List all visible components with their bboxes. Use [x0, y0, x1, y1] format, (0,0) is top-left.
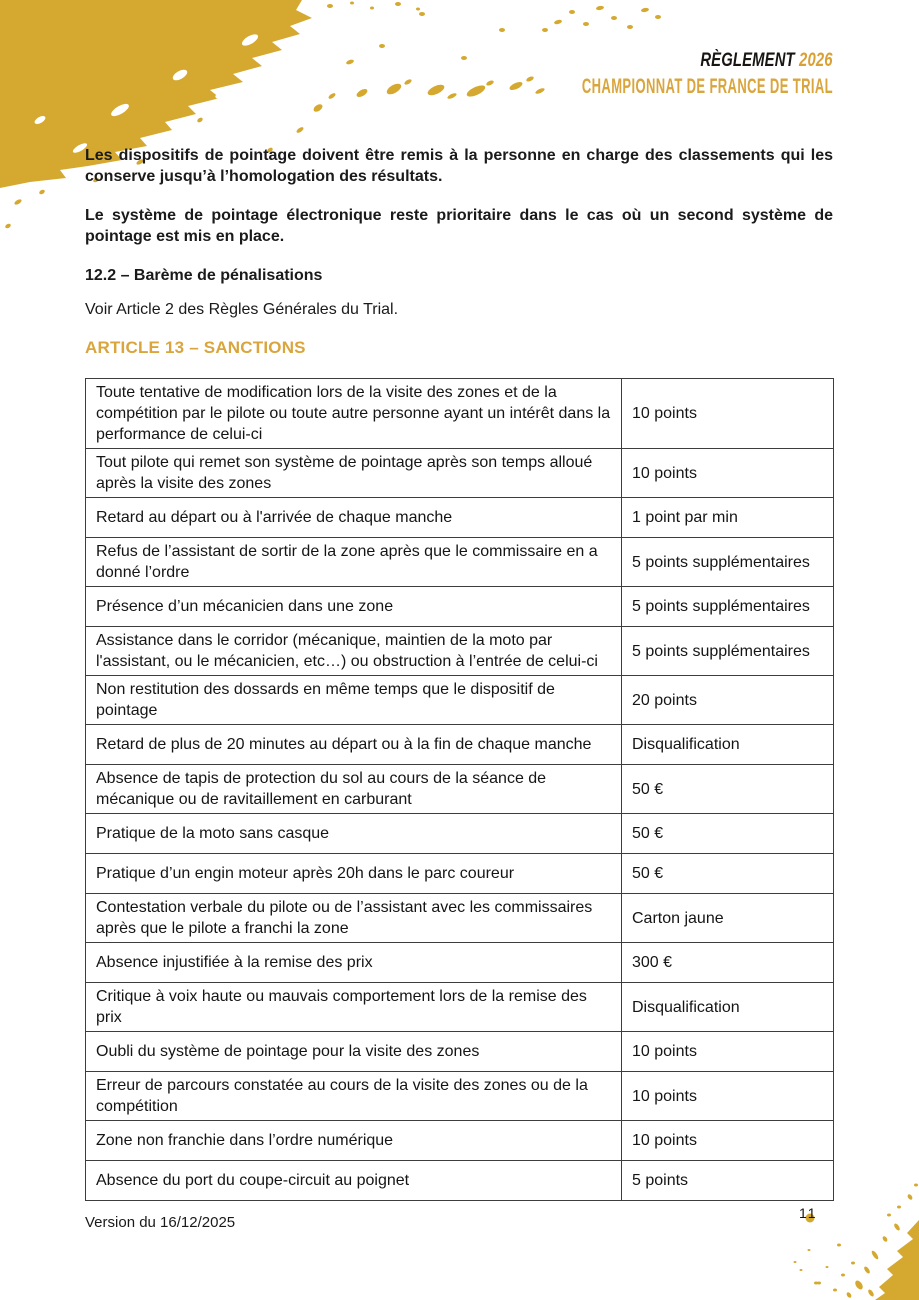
table-cell-infraction: Absence de tapis de protection du sol au cours de la séance de mécanique ou de ravitaillement en carburant [86, 765, 622, 814]
heading-article-13: ARTICLE 13 – SANCTIONS [85, 338, 306, 357]
table-row [86, 498, 834, 538]
table-row [86, 894, 834, 943]
table-cell-penalty: Disqualification [622, 725, 834, 765]
table-row [86, 814, 834, 854]
table-row [86, 676, 834, 725]
table-row [86, 765, 834, 814]
table-cell-infraction: Contestation verbale du pilote ou de l’assistant avec les commissaires après que le pilote a franchi la zone [86, 894, 622, 943]
table-row [86, 943, 834, 983]
table-cell-penalty: Carton jaune [622, 894, 834, 943]
table-cell-infraction: Oubli du système de pointage pour la visite des zones [86, 1032, 622, 1072]
footer-page-number: 11 [799, 1205, 818, 1221]
table-cell-infraction: Absence du port du coupe-circuit au poignet [86, 1161, 622, 1201]
table-cell-infraction: Pratique d’un engin moteur après 20h dans le parc coureur [86, 854, 622, 894]
table-row [86, 627, 834, 676]
header-title-reglement: RÈGLEMENT [700, 50, 796, 71]
table-cell-infraction: Toute tentative de modification lors de la visite des zones et de la compétition par le pilote ou toute autre personne ayant un intérêt dans la performance de celui-ci [86, 379, 622, 449]
table-cell-penalty: 10 points [622, 449, 834, 498]
table-cell-penalty: 5 points [622, 1161, 834, 1201]
table-row [86, 449, 834, 498]
table-row [86, 1121, 834, 1161]
footer-version-text: Version du 16/12/2025 [85, 1214, 236, 1231]
paragraph-pointage-electronique: Le système de pointage électronique reste prioritaire dans le cas où un second système de pointage est mis en place. [85, 207, 833, 245]
table-cell-penalty: Disqualification [622, 983, 834, 1032]
table-cell-infraction: Retard au départ ou à l'arrivée de chaque manche [86, 498, 622, 538]
table-cell-infraction: Pratique de la moto sans casque [86, 814, 622, 854]
header-title [701, 50, 833, 72]
table-row [86, 538, 834, 587]
table-cell-infraction: Tout pilote qui remet son système de pointage après son temps alloué après la visite des zones [86, 449, 622, 498]
table-cell-penalty: 5 points supplémentaires [622, 627, 834, 676]
sanctions-table [85, 378, 834, 1201]
table-cell-penalty: 5 points supplémentaires [622, 587, 834, 627]
table-cell-infraction: Erreur de parcours constatée au cours de la visite des zones ou de la compétition [86, 1072, 622, 1121]
table-cell-infraction: Zone non franchie dans l’ordre numérique [86, 1121, 622, 1161]
table-cell-penalty: 5 points supplémentaires [622, 538, 834, 587]
document-header [428, 50, 833, 99]
header-title-year: 2026 [799, 50, 833, 71]
table-cell-penalty: 20 points [622, 676, 834, 725]
table-row [86, 854, 834, 894]
table-cell-infraction: Assistance dans le corridor (mécanique, maintien de la moto par l'assistant, ou le mécanicien, etc…) ou obstruction à l’entrée de celui-ci [86, 627, 622, 676]
table-row [86, 1032, 834, 1072]
table-cell-penalty: 50 € [622, 814, 834, 854]
table-cell-penalty: 1 point par min [622, 498, 834, 538]
table-cell-penalty: 50 € [622, 765, 834, 814]
table-cell-infraction: Refus de l’assistant de sortir de la zone après que le commissaire en a donné l’ordre [86, 538, 622, 587]
table-row [86, 1072, 834, 1121]
table-cell-penalty: 300 € [622, 943, 834, 983]
header-subtitle: CHAMPIONNAT DE FRANCE DE TRIAL [581, 75, 833, 98]
table-row [86, 587, 834, 627]
table-cell-infraction: Critique à voix haute ou mauvais comportement lors de la remise des prix [86, 983, 622, 1032]
table-cell-penalty: 10 points [622, 1032, 834, 1072]
paragraph-voir-article-2: Voir Article 2 des Règles Générales du Trial. [85, 301, 399, 318]
table-cell-penalty: 10 points [622, 379, 834, 449]
main-content [85, 145, 833, 1201]
heading-12-2: 12.2 – Barème de pénalisations [85, 267, 323, 284]
table-cell-infraction: Non restitution des dossards en même temps que le dispositif de pointage [86, 676, 622, 725]
table-cell-penalty: 10 points [622, 1072, 834, 1121]
table-row [86, 1161, 834, 1201]
table-row [86, 379, 834, 449]
table-cell-penalty: 50 € [622, 854, 834, 894]
table-cell-infraction: Présence d’un mécanicien dans une zone [86, 587, 622, 627]
table-cell-infraction: Absence injustifiée à la remise des prix [86, 943, 622, 983]
paragraph-pointage-remise: Les dispositifs de pointage doivent être remis à la personne en charge des classements qui les conserve jusqu’à l’homologation des résultats. [85, 147, 833, 185]
table-row [86, 983, 834, 1032]
table-cell-penalty: 10 points [622, 1121, 834, 1161]
table-cell-infraction: Retard de plus de 20 minutes au départ ou à la fin de chaque manche [86, 725, 622, 765]
table-row [86, 725, 834, 765]
